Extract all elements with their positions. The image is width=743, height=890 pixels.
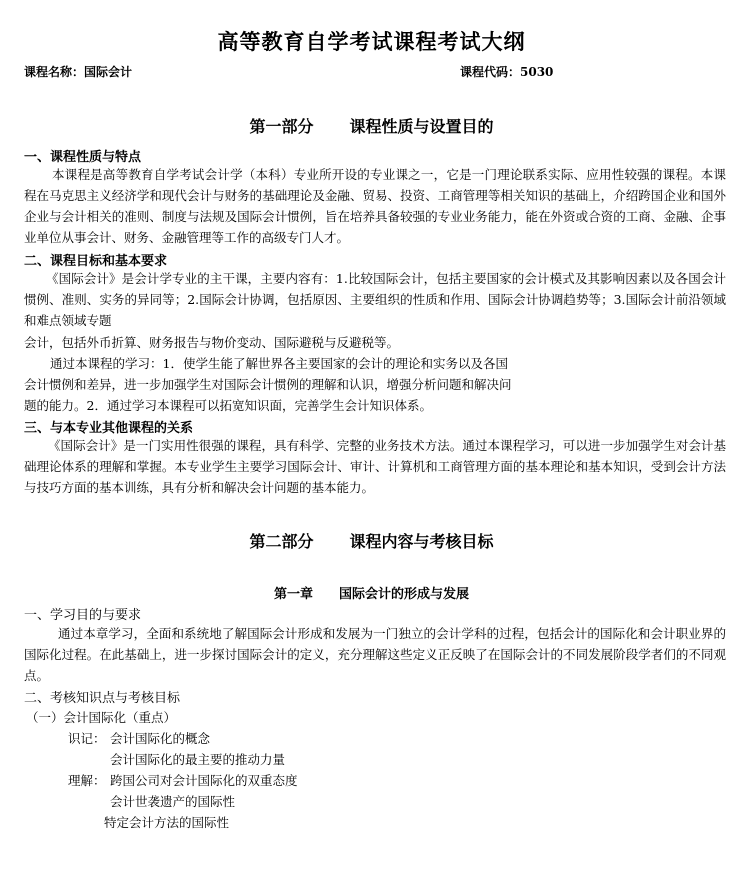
knowledge-point-1: （一）会计国际化（重点） bbox=[26, 710, 177, 725]
part1-section2-study-line1: 通过本课程的学习：1．使学生能了解世界各主要国家的会计的理论和实务以及各国 bbox=[50, 356, 508, 371]
part1-title: 课程性质与设置目的 bbox=[349, 117, 494, 136]
part2-title: 课程内容与考核目标 bbox=[349, 532, 494, 551]
part1-section2-continuation: 会计，包括外币折算、财务报告与物价变动、国际避税与反避税等。 bbox=[24, 335, 400, 350]
chapter1-section1-paragraph: 通过本章学习，全面和系统地了解国际会计形成和发展为一门独立的会计学科的过程，包括会计的国际化和会计职业界的国际化过程。在此基础上，进一步探讨国际会计的定义，充分理解这些定义正反映了在国际会计的不同发展阶段学者们的不同观点。 bbox=[24, 626, 726, 683]
part1-section3-paragraph: 《国际会计》是一门实用性很强的课程，具有科学、完整的业务技术方法。通过本课程学习，可以进一步加强学生对会计基础理论体系的理解和掌握。本专业学生主要学习国际会计、审计、计算机和工商管理方面的基本理论和基本知识，受到会计方法与技巧方面的基本训练，具有分析和解决会计问题的基本能力。 bbox=[24, 438, 726, 495]
understand-label: 理解： bbox=[68, 773, 106, 788]
part1-section2-study-line2: 会计惯例和差异，进一步加强学生对国际会计惯例的理解和认识，增强分析问题和解决问 bbox=[24, 377, 512, 392]
document-title: 高等教育自学考试课程考试大纲 bbox=[217, 29, 526, 54]
part1-section2-paragraph: 《国际会计》是会计学专业的主干课，主要内容有：1.比较国际会计，包括主要国家的会计模式及其影响因素以及各国会计惯例、准则、实务的异同等；2.国际会计协调，包括原因、主要组织的性质和作用、国际会计协调趋势等；3.国际会计前沿领域和难点领域专题 bbox=[24, 271, 726, 328]
part1-number: 第一部分 bbox=[249, 117, 314, 136]
part1-section1-paragraph: 本课程是高等教育自学考试会计学（本科）专业所开设的专业课之一，它是一门理论联系实际、应用性较强的课程。本课程在马克思主义经济学和现代会计与财务的基础理论及金融、贸易、投资、工商管理等相关知识的基础上，介绍跨国企业和国外企业与会计相关的准则、制度与法规及国际会计惯例，旨在培养具备较强的专业业务能力，能在外资或合资的工商、金融、企事业单位从事会计、财务、金融管理等工作的高级专门人才。 bbox=[24, 167, 726, 245]
part2-heading bbox=[0, 529, 743, 552]
understand-item-1: 跨国公司对会计国际化的双重态度 bbox=[110, 773, 298, 788]
recall-label: 识记： bbox=[68, 731, 106, 746]
part2-number: 第二部分 bbox=[249, 532, 314, 551]
chapter1-section2-heading: 二、考核知识点与考核目标 bbox=[24, 691, 181, 706]
part1-section3-heading: 三、与本专业其他课程的关系 bbox=[24, 421, 194, 436]
part1-section2-study-line3: 题的能力。2．通过学习本课程可以拓宽知识面，完善学生会计知识体系。 bbox=[24, 398, 432, 413]
course-code: 课程代码：5030 bbox=[460, 65, 554, 79]
chapter1-title: 国际会计的形成与发展 bbox=[339, 587, 470, 602]
chapter1-heading bbox=[0, 583, 743, 602]
course-name: 课程名称：国际会计 bbox=[24, 65, 133, 79]
chapter1-number: 第一章 bbox=[273, 587, 313, 602]
part1-heading bbox=[0, 114, 743, 137]
part1-section1-heading: 一、课程性质与特点 bbox=[24, 150, 142, 165]
understand-item-3: 特定会计方法的国际性 bbox=[104, 815, 230, 830]
recall-item-1: 会计国际化的概念 bbox=[110, 731, 211, 746]
understand-item-2: 会计世袭遗产的国际性 bbox=[110, 794, 236, 809]
recall-item-2: 会计国际化的最主要的推动力量 bbox=[110, 752, 286, 767]
chapter1-section1-heading: 一、学习目的与要求 bbox=[24, 608, 142, 623]
part1-section2-heading: 二、课程目标和基本要求 bbox=[24, 254, 168, 269]
